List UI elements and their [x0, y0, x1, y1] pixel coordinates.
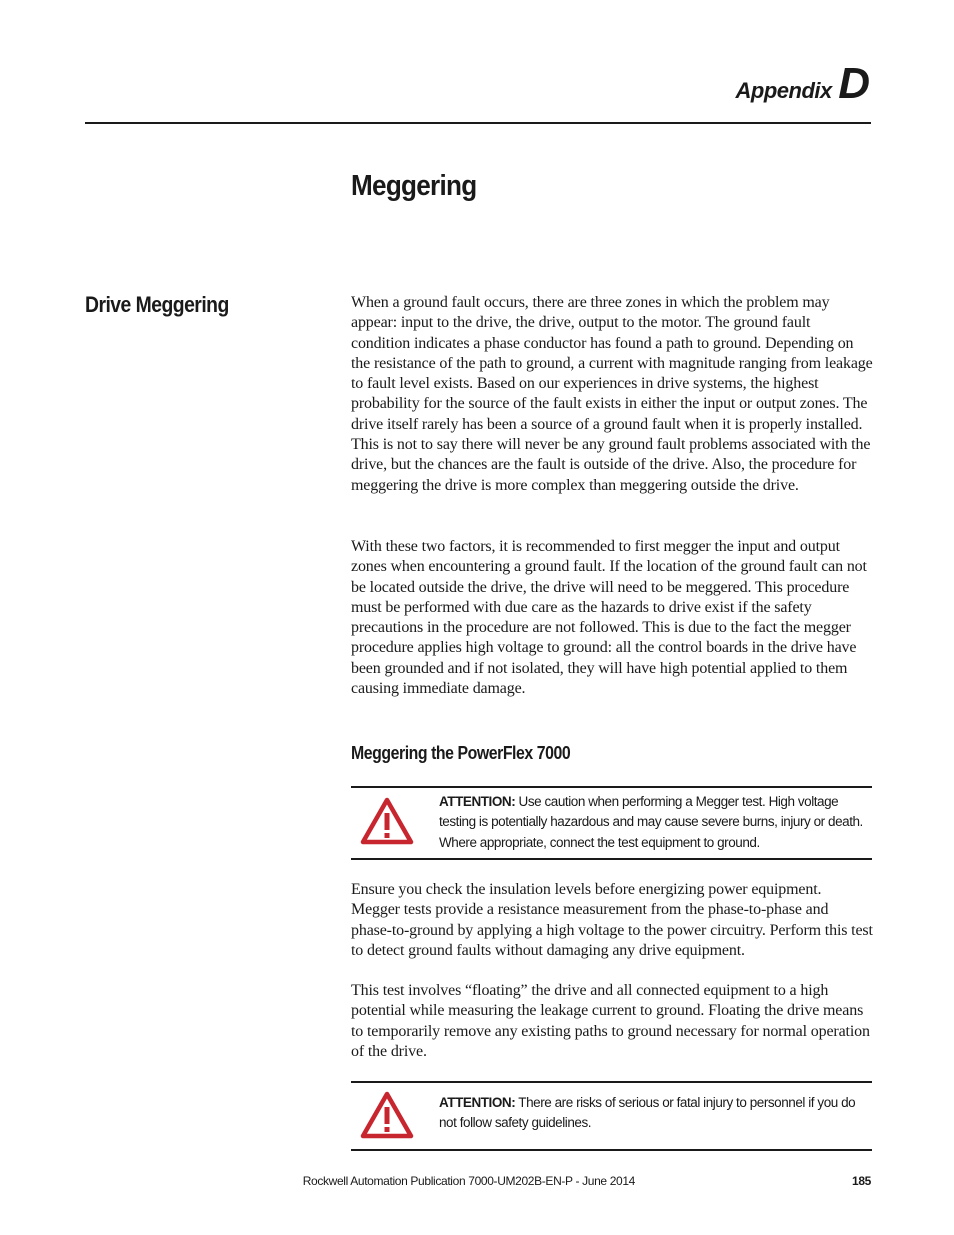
attention-box — [351, 786, 872, 860]
warning-triangle-icon — [360, 1091, 414, 1139]
attention-label: ATTENTION: — [439, 1095, 516, 1110]
page-number: 185 — [852, 1174, 871, 1188]
attention-text: There are risks of serious or fatal injury to personnel if you do not follow safety guidelines. — [439, 1095, 856, 1131]
body-paragraph: With these two factors, it is recommended to first megger the input and output zones when encountering a ground fault. If the location of the ground fault can not be located outside the drive, the drive will need to be meggered. This procedure must be performed with due care as the hazards to drive exist if the safety precautions in the procedure are not followed. This is due to the fact the megger procedure applies high voltage to ground: all the control boards in the drive have been grounded and if not isolated, they will have high potential applied to them causing immediate damage. — [351, 538, 867, 698]
section-heading: Drive Meggering — [85, 292, 229, 317]
attention-label: ATTENTION: — [439, 794, 516, 809]
footer-publication: Rockwell Automation Publication 7000-UM202B-EN-P - June 2014 — [302, 1174, 635, 1188]
attention-text: Use caution when performing a Megger test. High voltage testing is potentially hazardous and may cause severe burns, injury or death. Where appropriate, connect the test equipment to ground. — [439, 794, 863, 850]
body-paragraph: Ensure you check the insulation levels before energizing power equipment. Megger tests provide a resistance measurement from the phase-to-phase and phase-to-ground by applying a high voltage to the power circuitry. Perform this test to detect ground faults without damaging any drive equipment. — [351, 881, 873, 959]
appendix-letter: D — [838, 59, 870, 108]
attention-message — [439, 792, 869, 853]
page-footer — [85, 1174, 871, 1192]
page-title: Meggering — [351, 170, 477, 202]
appendix-label: Appendix — [735, 78, 832, 103]
appendix-header — [735, 59, 870, 108]
attention-box — [351, 1081, 872, 1151]
warning-triangle-icon — [360, 797, 414, 845]
body-paragraph: When a ground fault occurs, there are three zones in which the problem may appear: input to the drive, the drive, output to the motor. The ground fault condition indicates a phase conductor has found a path to ground. Depending on the resistance of the path to ground, a current with magnitude ranging from leakage to fault level exists. Based on our experiences in drive systems, the highest probability for the source of the fault exists in either the input or output zones. The drive itself rarely has been a source of a ground fault when it is properly installed. This is not to say there will never be any ground fault problems associated with the drive, but the chances are the fault is outside of the drive. Also, the procedure for meggering the drive is more complex than meggering outside the drive. — [351, 294, 873, 494]
attention-message — [439, 1093, 869, 1134]
body-paragraph: This test involves “floating” the drive and all connected equipment to a high potential while measuring the leakage current to ground. Floating the drive means to temporarily remove any existing paths to ground necessary for normal operation of the drive. — [351, 982, 870, 1060]
header-divider — [85, 122, 871, 124]
subsection-heading: Meggering the PowerFlex 7000 — [351, 743, 571, 763]
